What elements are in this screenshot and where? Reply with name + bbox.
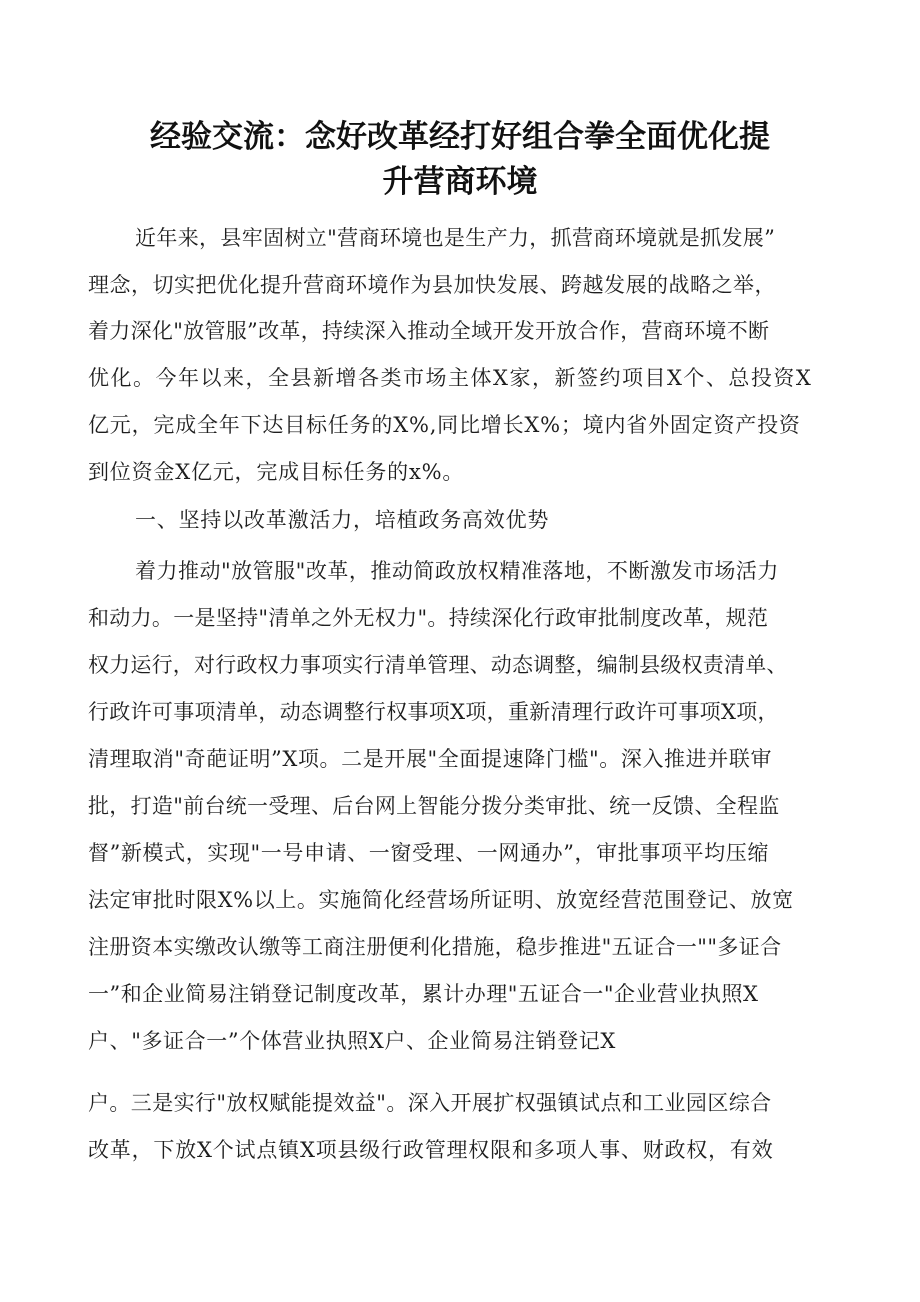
paragraph-line: 法定审批时限X%以上。实施简化经营场所证明、放宽经营范围登记、放宽 [88, 888, 794, 912]
paragraph-line: 到位资金X亿元，完成目标任务的x%。 [88, 460, 465, 484]
paragraph-line: 着力推动"放管服"改革，推动简政放权精准落地，不断激发市场活力 [135, 559, 779, 583]
paragraph-line: 和动力。一是坚持"清单之外无权力"。持续深化行政审批制度改革，规范 [88, 606, 769, 630]
paragraph-line: 近年来，县牢固树立"营商环境也是生产力，抓营商环境就是抓发展” [135, 226, 776, 250]
section-heading: 一、坚持以改革激活力，培植政务高效优势 [135, 508, 550, 532]
paragraph-line: 批，打造"前台统一受理、后台网上智能分拨分类审批、统一反馈、全程监 [88, 794, 780, 818]
paragraph-line: 户。三是实行"放权赋能提效益"。深入开展扩权强镇试点和工业园区综合 [88, 1091, 772, 1115]
paragraph-line: 理念，切实把优化提升营商环境作为县加快发展、跨越发展的战略之举， [88, 273, 776, 297]
paragraph-line: 一”和企业简易注销登记制度改革，累计办理"五证合一"企业营业执照X [88, 982, 759, 1006]
paragraph-line: 优化。今年以来，全县新增各类市场主体X家，新签约项目X个、总投资X [88, 366, 813, 390]
paragraph-line: 亿元，完成全年下达目标任务的X%,同比增长X%；境内省外固定资产投资 [88, 413, 801, 437]
document-title-line-2: 升营商环境 [382, 164, 538, 200]
paragraph-line: 着力深化"放管服”改革，持续深入推动全域开发开放合作，营商环境不断 [88, 319, 770, 343]
paragraph-line: 行政许可事项清单，动态调整行权事项X项，重新清理行政许可事项X项， [88, 700, 779, 724]
document-title-line-1: 经验交流：念好改革经打好组合拳全面优化提 [150, 119, 770, 155]
paragraph-line: 清理取消"奇葩证明”X项。二是开展"全面提速降门槛"。深入推进并联审 [88, 747, 773, 771]
paragraph-line: 户、"多证合一”个体营业执照X户、企业简易注销登记X [88, 1029, 616, 1053]
paragraph-line: 注册资本实缴改认缴等工商注册便利化措施，稳步推进"五证合一""多证合 [88, 935, 782, 959]
paragraph-line: 权力运行，对行政权力事项实行清单管理、动态调整，编制县级权责清单、 [88, 653, 788, 677]
paragraph-line: 改革，下放X个试点镇X项县级行政管理权限和多项人事、财政权，有效 [88, 1138, 774, 1162]
paragraph-line: 督”新模式，实现"一号申请、一窗受理、一网通办”，审批事项平均压缩 [88, 841, 769, 865]
